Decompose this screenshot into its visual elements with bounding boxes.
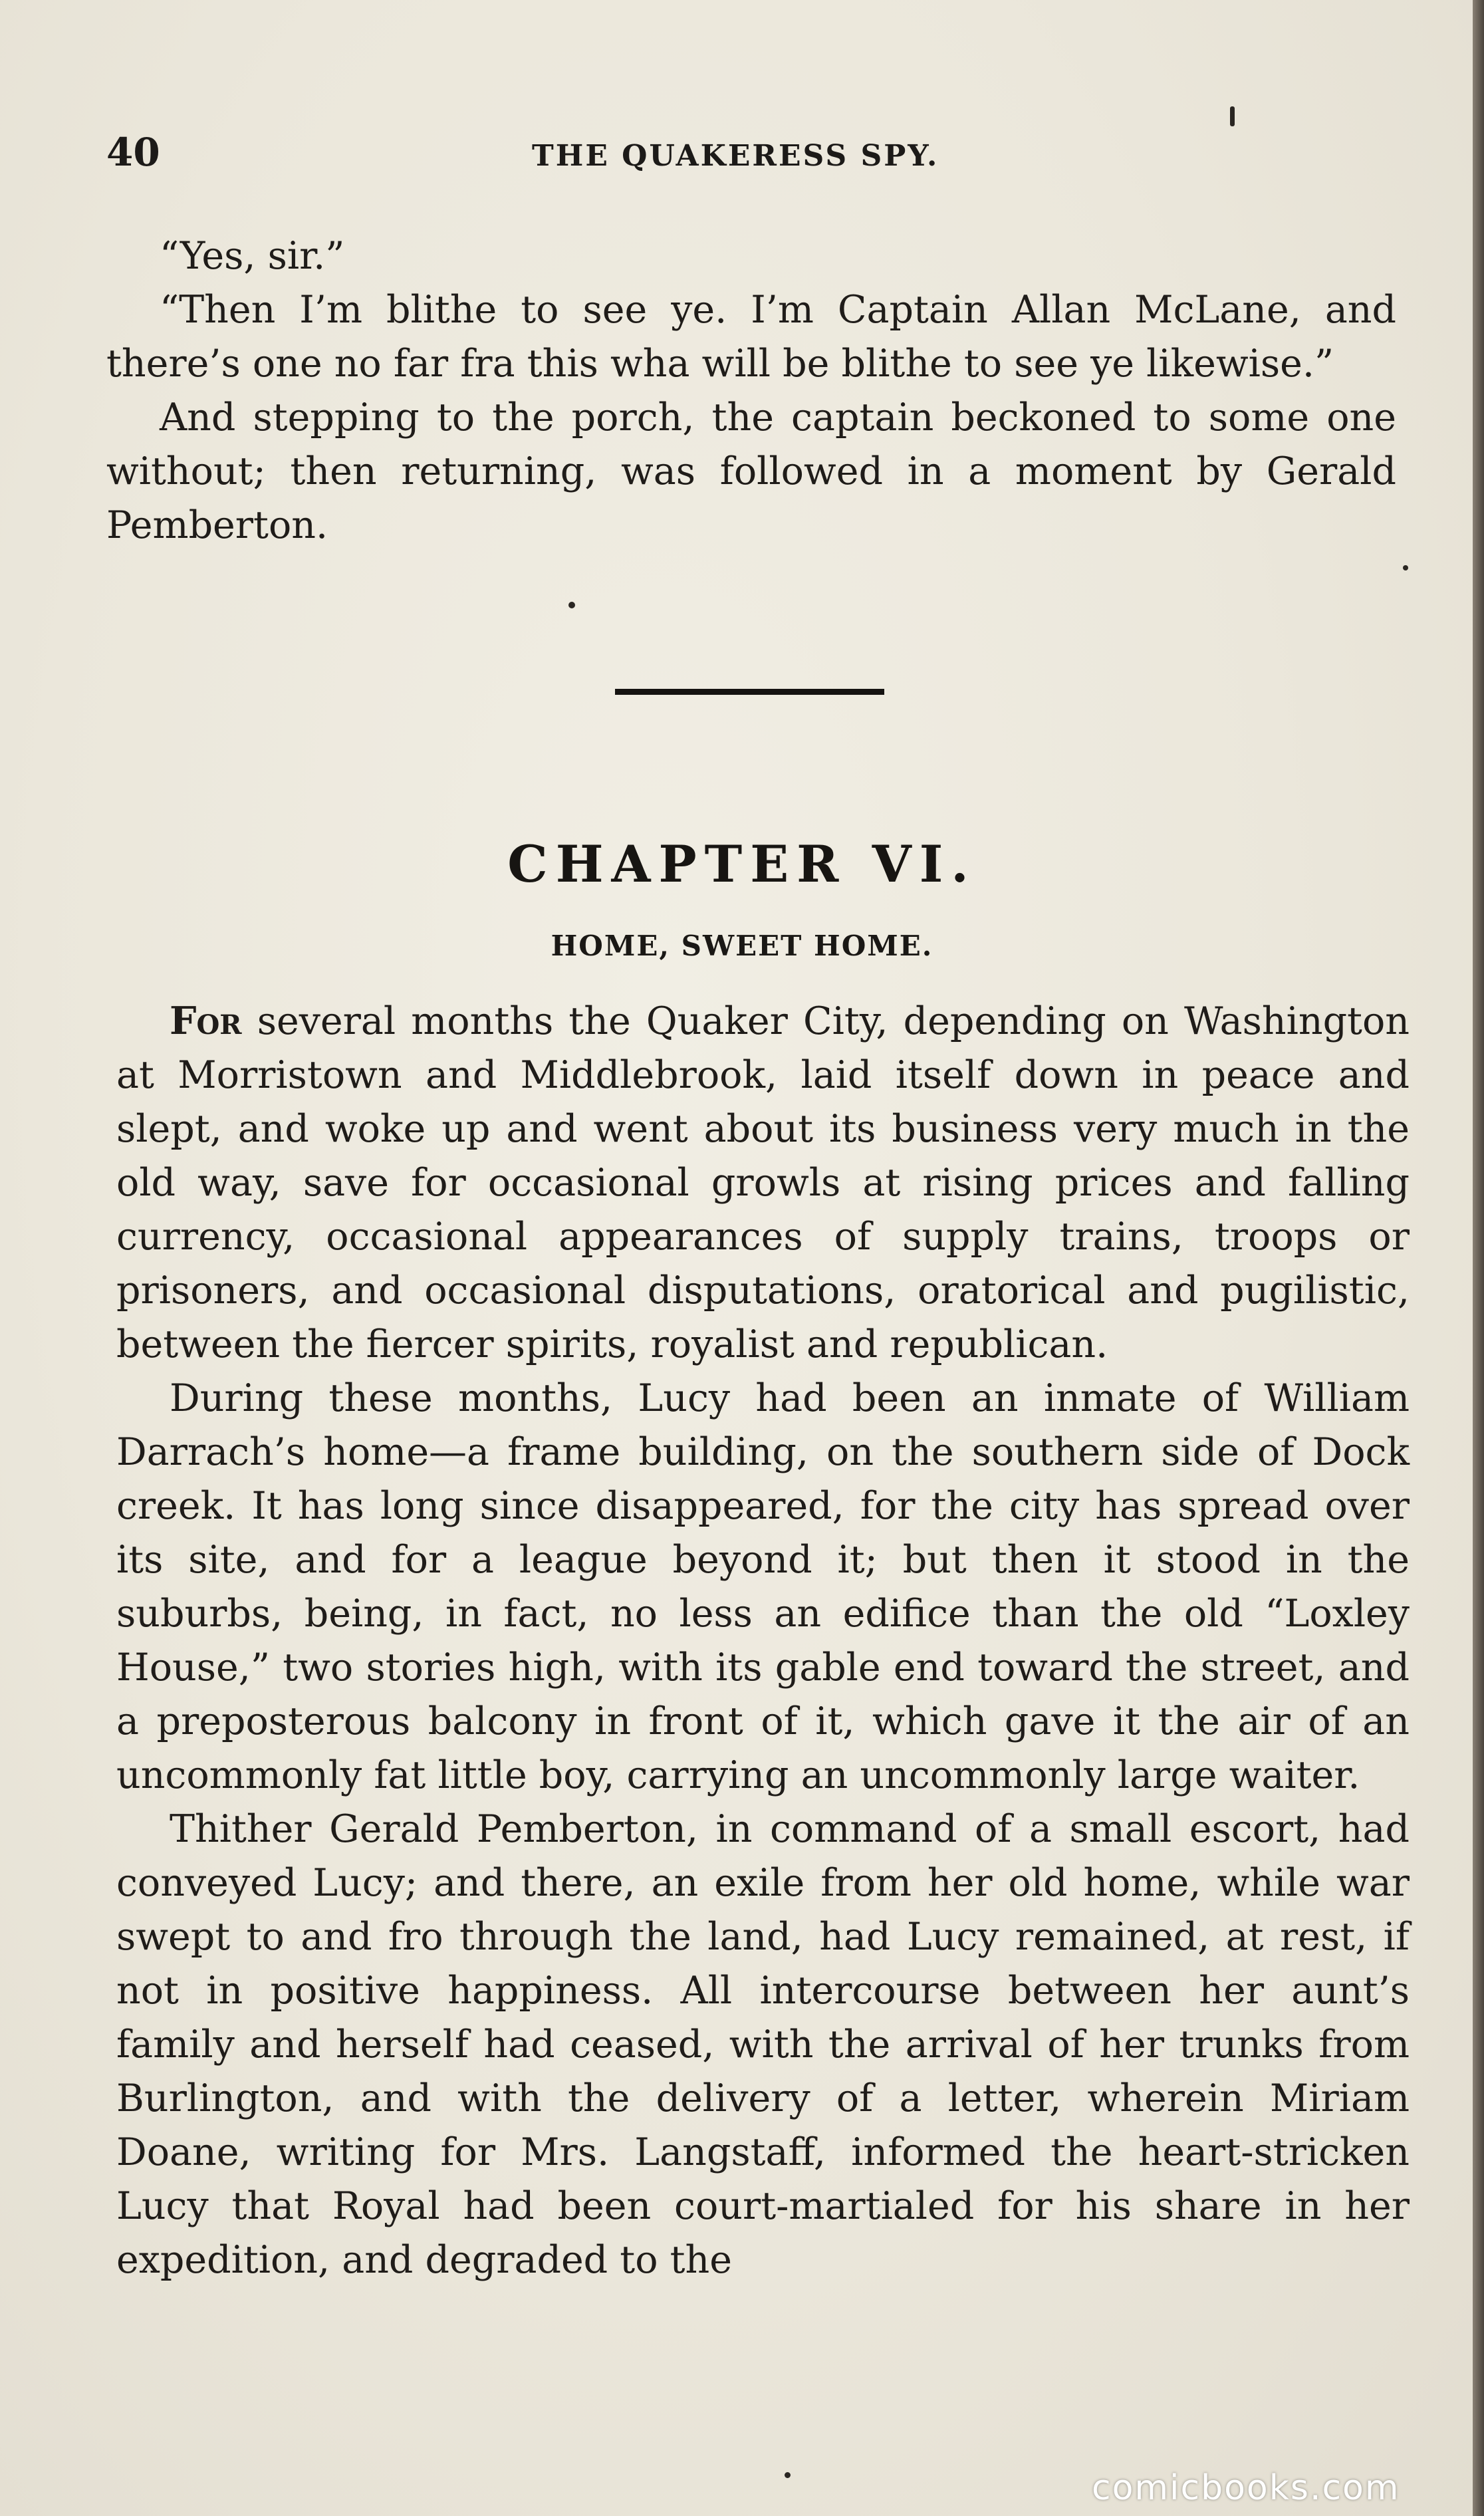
- ink-speck: [568, 602, 575, 608]
- paragraph: “Yes, sir.”: [160, 234, 345, 278]
- opening-paragraph: [116, 994, 1410, 1372]
- paragraph: During these months, Lucy had been an inmate of William Darrach’s home—a frame building, on the southern side of Dock creek. It has long since disappeared, for the city has spread over its site, and for a league beyond it; but then it stood in the suburbs, being, in fact, no less an edifice than the old “Loxley House,” two stories high, with its gable end toward the street, and a preposterous balcony in front of it, which gave it the air of an uncommonly fat little boy, carrying an uncommonly large waiter.: [116, 1376, 1410, 1797]
- watermark: comicbooks.com: [1092, 2468, 1400, 2508]
- running-head: [106, 130, 1396, 176]
- ink-speck: [785, 2472, 791, 2478]
- paragraph: Thither Gerald Pemberton, in command of a small escort, had conveyed Lucy; and there, an exile from her old home, while war swept to and fro through the land, had Lucy remained, at rest, if not in positive happiness. All intercourse between her aunt’s family and herself had ceased, with the arrival of her trunks from Burlington, and with the delivery of a letter, wherein Miriam Doane, writing for Mrs. Langstaff, informed the heart-stricken Lucy that Royal had been court-martialed for his share in her expedition, and degraded to the: [116, 1807, 1410, 2282]
- chapter-body: [116, 994, 1410, 2287]
- top-text-section: [106, 229, 1396, 553]
- paragraph: And stepping to the porch, the captain beckoned to some one without; then returning, was followed in a moment by Gerald Pemberton.: [106, 396, 1396, 547]
- lead-word: For: [170, 999, 242, 1043]
- page-number: 40: [106, 130, 160, 175]
- chapter-title: CHAPTER VI.: [507, 834, 977, 894]
- paragraph: “Then I’m blithe to see ye. I’m Captain Allan McLane, and there’s one no far fra this wha will be blithe to see ye likewise.”: [106, 288, 1396, 386]
- ink-speck: [1230, 106, 1235, 126]
- running-title: THE QUAKERESS SPY.: [532, 139, 939, 173]
- opening-paragraph-text: several months the Quaker City, depending on Washington at Morristown and Middlebrook, laid itself down in peace and slept, and woke up and went about its business very much in the old way, save for occasional growls at rising prices and falling currency, occasional appearances of supply trains, troops or prisoners, and occasional disputations, oratorical and pugilistic, between the fiercer spirits, royalist and republican.: [116, 999, 1410, 1366]
- section-divider-rule: [615, 689, 884, 695]
- chapter-subtitle: HOME, SWEET HOME.: [551, 930, 933, 962]
- page-edge: [1473, 0, 1484, 2516]
- ink-speck: [1403, 565, 1408, 570]
